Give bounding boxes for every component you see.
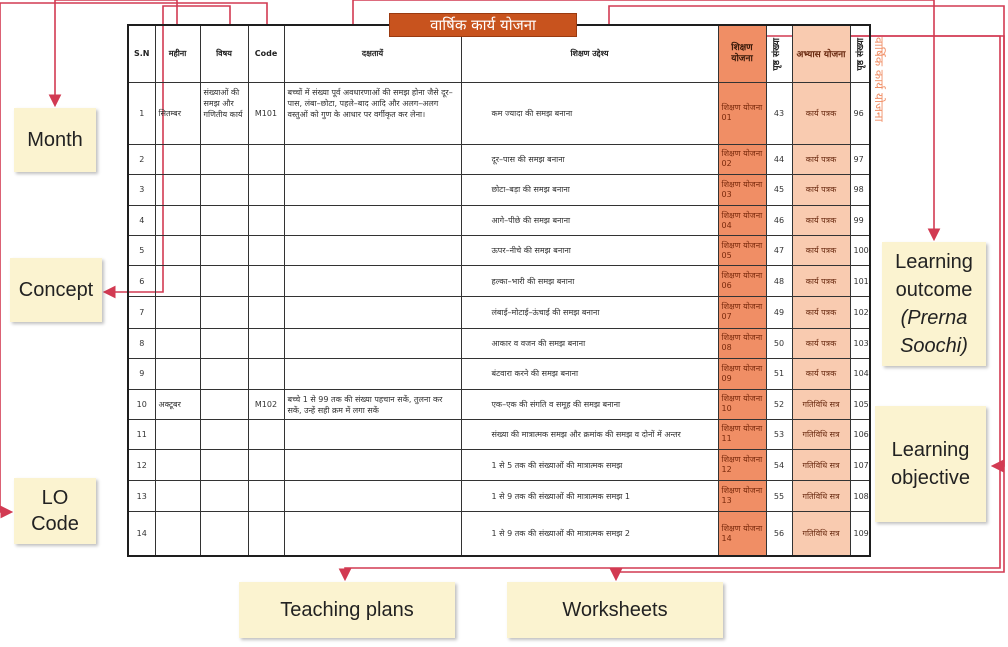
cell-subject xyxy=(200,328,248,358)
cell-competency: बच्चे 1 से 99 तक की संख्या पहचान सकें, तुलना कर सकें, उन्हें सही क्रम में लगा सकें xyxy=(284,389,461,419)
cell-month xyxy=(155,419,200,449)
callout-lo-code-line1: LO xyxy=(41,487,69,509)
cell-practice-plan: कार्य पत्रक xyxy=(792,82,850,144)
table-row xyxy=(128,328,870,358)
cell-code xyxy=(248,419,284,449)
callout-outcome-line1: Learning xyxy=(895,251,973,273)
cell-page-no: 56 xyxy=(766,512,792,556)
cell-page-no-2: 103 xyxy=(850,328,870,358)
cell-sn: 8 xyxy=(128,328,155,358)
cell-month: अक्टूबर xyxy=(155,389,200,419)
cell-competency: बच्चों में संख्या पूर्व अवधारणाओं की समझ होना जैसे दूर–पास, लंबा–छोटा, पहले–बाद आदि और अलग–अलग वस्तुओं को गुण के आधार पर वर्गीकृत कर लेना। xyxy=(284,82,461,144)
cell-page-no-2: 106 xyxy=(850,419,870,449)
cell-practice-plan: गतिविधि सत्र xyxy=(792,481,850,512)
cell-practice-plan: कार्य पत्रक xyxy=(792,358,850,389)
cell-objective: दूर–पास की समझ बनाना xyxy=(461,144,718,174)
cell-month xyxy=(155,206,200,236)
cell-page-no-2: 101 xyxy=(850,266,870,297)
cell-competency xyxy=(284,297,461,328)
cell-teaching-plan: शिक्षण योजना 08 xyxy=(718,328,766,358)
cell-page-no-2: 96 xyxy=(850,82,870,144)
cell-competency xyxy=(284,174,461,205)
cell-practice-plan: कार्य पत्रक xyxy=(792,328,850,358)
cell-page-no: 50 xyxy=(766,328,792,358)
cell-page-no-2: 100 xyxy=(850,236,870,266)
cell-practice-plan: कार्य पत्रक xyxy=(792,174,850,205)
cell-month xyxy=(155,358,200,389)
cell-objective: एक–एक की संगति व समूह की समझ बनाना xyxy=(461,389,718,419)
cell-sn: 14 xyxy=(128,512,155,556)
cell-teaching-plan: शिक्षण योजना 13 xyxy=(718,481,766,512)
cell-sn: 2 xyxy=(128,144,155,174)
cell-objective: बंटवारा करने की समझ बनाना xyxy=(461,358,718,389)
cell-objective: आकार व वजन की समझ बनाना xyxy=(461,328,718,358)
cell-page-no: 53 xyxy=(766,419,792,449)
cell-month xyxy=(155,174,200,205)
cell-sn: 13 xyxy=(128,481,155,512)
cell-page-no-2: 104 xyxy=(850,358,870,389)
cell-teaching-plan: शिक्षण योजना 01 xyxy=(718,82,766,144)
callout-objective-line1: Learning xyxy=(891,439,970,461)
cell-practice-plan: गतिविधि सत्र xyxy=(792,419,850,449)
cell-code: M102 xyxy=(248,389,284,419)
cell-page-no-2: 98 xyxy=(850,174,870,205)
header-page-no xyxy=(766,25,792,82)
cell-page-no: 51 xyxy=(766,358,792,389)
cell-sn: 12 xyxy=(128,450,155,481)
cell-month xyxy=(155,144,200,174)
callout-worksheets-label: Worksheets xyxy=(562,598,668,621)
cell-competency xyxy=(284,512,461,556)
cell-sn: 3 xyxy=(128,174,155,205)
callout-concept-label: Concept xyxy=(18,278,94,301)
cell-month xyxy=(155,266,200,297)
cell-page-no: 45 xyxy=(766,174,792,205)
cell-competency xyxy=(284,206,461,236)
cell-page-no: 52 xyxy=(766,389,792,419)
cell-subject: संख्याओं की समझ और गणितीय कार्य xyxy=(200,82,248,144)
cell-sn: 11 xyxy=(128,419,155,449)
cell-month xyxy=(155,512,200,556)
cell-page-no: 55 xyxy=(766,481,792,512)
callout-month xyxy=(14,108,96,172)
cell-subject xyxy=(200,358,248,389)
cell-subject xyxy=(200,389,248,419)
cell-subject xyxy=(200,174,248,205)
cell-month xyxy=(155,236,200,266)
table-row xyxy=(128,389,870,419)
cell-page-no: 43 xyxy=(766,82,792,144)
cell-month xyxy=(155,297,200,328)
cell-objective: हल्का–भारी की समझ बनाना xyxy=(461,266,718,297)
cell-month: सितम्बर xyxy=(155,82,200,144)
cell-page-no-2: 105 xyxy=(850,389,870,419)
cell-practice-plan: कार्य पत्रक xyxy=(792,297,850,328)
cell-practice-plan: कार्य पत्रक xyxy=(792,236,850,266)
cell-teaching-plan: शिक्षण योजना 11 xyxy=(718,419,766,449)
cell-teaching-plan: शिक्षण योजना 05 xyxy=(718,236,766,266)
callout-teaching-label: Teaching plans xyxy=(280,598,414,621)
cell-subject xyxy=(200,481,248,512)
cell-code xyxy=(248,328,284,358)
header-code: Code xyxy=(248,25,284,82)
table-row xyxy=(128,82,870,144)
header-page-no-text: पृष्ठ संख्या xyxy=(771,37,782,70)
header-teaching-plan: शिक्षण योजना xyxy=(718,25,766,82)
cell-code xyxy=(248,236,284,266)
cell-page-no-2: 109 xyxy=(850,512,870,556)
callout-concept xyxy=(10,258,102,322)
cell-page-no-2: 108 xyxy=(850,481,870,512)
cell-month xyxy=(155,450,200,481)
side-title: वार्षिक कार्य योजना xyxy=(872,36,886,122)
annual-plan-table xyxy=(127,24,871,557)
cell-page-no: 46 xyxy=(766,206,792,236)
cell-practice-plan: कार्य पत्रक xyxy=(792,266,850,297)
cell-subject xyxy=(200,266,248,297)
header-competency: दक्षतायें xyxy=(284,25,461,82)
cell-teaching-plan: शिक्षण योजना 06 xyxy=(718,266,766,297)
cell-month xyxy=(155,328,200,358)
cell-sn: 6 xyxy=(128,266,155,297)
table-row xyxy=(128,206,870,236)
cell-objective: ऊपर–नीचे की समझ बनाना xyxy=(461,236,718,266)
cell-subject xyxy=(200,206,248,236)
cell-objective: लंबाई–मोटाई–ऊंचाई की समझ बनाना xyxy=(461,297,718,328)
cell-code xyxy=(248,450,284,481)
cell-subject xyxy=(200,297,248,328)
callout-lo-code xyxy=(14,478,96,544)
cell-code xyxy=(248,144,284,174)
cell-code xyxy=(248,266,284,297)
cell-sn: 9 xyxy=(128,358,155,389)
cell-sn: 4 xyxy=(128,206,155,236)
cell-competency xyxy=(284,328,461,358)
callout-teaching-plans xyxy=(239,582,455,638)
cell-code: M101 xyxy=(248,82,284,144)
header-objective: शिक्षण उद्देश्य xyxy=(461,25,718,82)
cell-month xyxy=(155,481,200,512)
cell-code xyxy=(248,174,284,205)
callout-worksheets xyxy=(507,582,723,638)
cell-teaching-plan: शिक्षण योजना 02 xyxy=(718,144,766,174)
cell-page-no-2: 99 xyxy=(850,206,870,236)
cell-objective: छोटा–बड़ा की समझ बनाना xyxy=(461,174,718,205)
cell-code xyxy=(248,358,284,389)
table-row xyxy=(128,174,870,205)
cell-competency xyxy=(284,236,461,266)
cell-page-no: 47 xyxy=(766,236,792,266)
cell-sn: 5 xyxy=(128,236,155,266)
header-month: महीना xyxy=(155,25,200,82)
cell-competency xyxy=(284,450,461,481)
cell-code xyxy=(248,512,284,556)
header-page-no-2 xyxy=(850,25,870,82)
cell-page-no: 54 xyxy=(766,450,792,481)
cell-practice-plan: कार्य पत्रक xyxy=(792,144,850,174)
cell-teaching-plan: शिक्षण योजना 09 xyxy=(718,358,766,389)
cell-sn: 10 xyxy=(128,389,155,419)
cell-page-no: 48 xyxy=(766,266,792,297)
cell-competency xyxy=(284,266,461,297)
cell-practice-plan: कार्य पत्रक xyxy=(792,206,850,236)
header-sn: S.N xyxy=(128,25,155,82)
cell-subject xyxy=(200,512,248,556)
cell-objective: 1 से 5 तक की संख्याओं की मात्रात्मक समझ xyxy=(461,450,718,481)
cell-subject xyxy=(200,419,248,449)
cell-page-no: 44 xyxy=(766,144,792,174)
cell-competency xyxy=(284,144,461,174)
cell-objective: कम ज्यादा की समझ बनाना xyxy=(461,82,718,144)
callout-lo-code-line2: Code xyxy=(31,513,79,535)
cell-competency xyxy=(284,358,461,389)
table-row xyxy=(128,144,870,174)
cell-subject xyxy=(200,236,248,266)
callout-month-label: Month xyxy=(27,128,83,151)
cell-code xyxy=(248,206,284,236)
cell-code xyxy=(248,481,284,512)
callout-learning-objective xyxy=(875,406,986,522)
callout-outcome-line4: Soochi) xyxy=(900,335,968,357)
callout-outcome-line3: (Prerna xyxy=(900,307,968,329)
header-page-no-2-text: पृष्ठ संख्या xyxy=(855,37,866,70)
table-row xyxy=(128,512,870,556)
table-row xyxy=(128,266,870,297)
table-row xyxy=(128,481,870,512)
page-title: वार्षिक कार्य योजना xyxy=(389,13,577,37)
cell-subject xyxy=(200,450,248,481)
cell-teaching-plan: शिक्षण योजना 07 xyxy=(718,297,766,328)
cell-code xyxy=(248,297,284,328)
cell-competency xyxy=(284,419,461,449)
table-row xyxy=(128,297,870,328)
table-row xyxy=(128,450,870,481)
cell-teaching-plan: शिक्षण योजना 14 xyxy=(718,512,766,556)
cell-practice-plan: गतिविधि सत्र xyxy=(792,512,850,556)
table-row xyxy=(128,419,870,449)
cell-page-no-2: 107 xyxy=(850,450,870,481)
cell-practice-plan: गतिविधि सत्र xyxy=(792,450,850,481)
callout-outcome-line2: outcome xyxy=(895,279,973,301)
header-practice-plan: अभ्यास योजना xyxy=(792,25,850,82)
cell-practice-plan: गतिविधि सत्र xyxy=(792,389,850,419)
callout-objective-line2: objective xyxy=(891,467,970,489)
callout-learning-outcome xyxy=(882,242,986,366)
cell-page-no: 49 xyxy=(766,297,792,328)
cell-sn: 7 xyxy=(128,297,155,328)
cell-page-no-2: 97 xyxy=(850,144,870,174)
cell-teaching-plan: शिक्षण योजना 03 xyxy=(718,174,766,205)
cell-objective: संख्या की मात्रात्मक समझ और क्रमांक की समझ व दोनों में अन्तर xyxy=(461,419,718,449)
cell-teaching-plan: शिक्षण योजना 12 xyxy=(718,450,766,481)
table-row xyxy=(128,358,870,389)
header-subject: विषय xyxy=(200,25,248,82)
cell-page-no-2: 102 xyxy=(850,297,870,328)
cell-sn: 1 xyxy=(128,82,155,144)
cell-competency xyxy=(284,481,461,512)
cell-objective: 1 से 9 तक की संख्याओं की मात्रात्मक समझ 1 xyxy=(461,481,718,512)
cell-subject xyxy=(200,144,248,174)
cell-objective: आगे–पीछे की समझ बनाना xyxy=(461,206,718,236)
cell-teaching-plan: शिक्षण योजना 10 xyxy=(718,389,766,419)
table-row xyxy=(128,236,870,266)
cell-teaching-plan: शिक्षण योजना 04 xyxy=(718,206,766,236)
cell-objective: 1 से 9 तक की संख्याओं की मात्रात्मक समझ 2 xyxy=(461,512,718,556)
